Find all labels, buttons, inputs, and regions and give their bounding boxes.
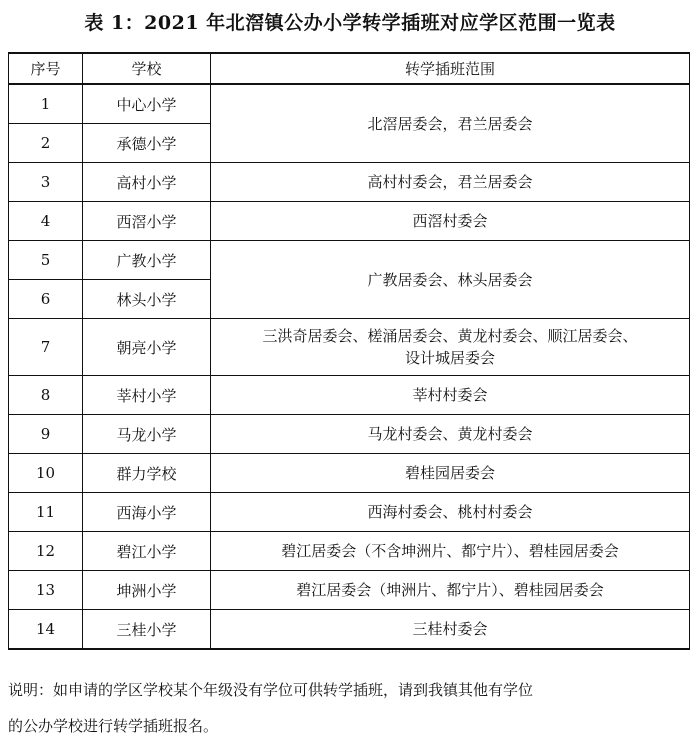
row-range: 三桂村委会 [211,610,690,650]
row-no: 9 [9,415,83,454]
table-row [9,532,690,571]
row-no: 4 [9,202,83,241]
row-range: 西海村委会、桃村村委会 [211,493,690,532]
header-school: 学校 [83,53,211,84]
table-row [9,241,690,280]
note-line-1: 说明：如申请的学区学校某个年级没有学位可供转学插班，请到我镇其他有学位 [8,681,534,699]
row-range: 碧江居委会（不含坤洲片、都宁片）、碧桂园居委会 [211,532,690,571]
table-row [9,319,690,376]
row-no: 10 [9,454,83,493]
row-no: 14 [9,610,83,650]
row-range: 碧桂园居委会 [211,454,690,493]
row-school: 三桂小学 [83,610,211,650]
row-school: 马龙小学 [83,415,211,454]
row-range: 西滘村委会 [211,202,690,241]
row-school: 西海小学 [83,493,211,532]
row-school: 广教小学 [83,241,211,280]
table-row [9,610,690,650]
header-range: 转学插班范围 [211,53,690,84]
row-no: 2 [9,124,83,163]
row-school: 高村小学 [83,163,211,202]
row-no: 5 [9,241,83,280]
row-range: 碧江居委会（坤洲片、都宁片）、碧桂园居委会 [211,571,690,610]
row-school: 碧江小学 [83,532,211,571]
table-row [9,202,690,241]
row-school: 朝亮小学 [83,319,211,376]
page-title: 表 1：2021 年北滘镇公办小学转学插班对应学区范围一览表 [84,12,616,34]
row-school: 承德小学 [83,124,211,163]
row-no: 7 [9,319,83,376]
row-range: 广教居委会、林头居委会 [211,241,690,319]
row-range-line: 设计城居委会 [404,349,495,367]
table-row [9,84,690,124]
table-row [9,376,690,415]
row-no: 12 [9,532,83,571]
row-range [211,319,690,376]
row-school: 莘村小学 [83,376,211,415]
note-line-2: 的公办学校进行转学插班报名。 [8,717,219,735]
row-no: 13 [9,571,83,610]
row-range: 莘村村委会 [211,376,690,415]
header-no: 序号 [9,53,83,84]
table-row [9,571,690,610]
row-school: 林头小学 [83,280,211,319]
row-no: 1 [9,84,83,124]
school-district-table [8,52,690,650]
row-no: 8 [9,376,83,415]
table-row [9,415,690,454]
row-school: 坤洲小学 [83,571,211,610]
row-no: 11 [9,493,83,532]
row-school: 中心小学 [83,84,211,124]
row-range: 北滘居委会，君兰居委会 [211,84,690,163]
table-row [9,454,690,493]
row-range-line: 三洪奇居委会、槎涌居委会、黄龙村委会、顺江居委会、 [262,327,638,345]
row-school: 西滘小学 [83,202,211,241]
row-no: 3 [9,163,83,202]
row-range: 马龙村委会、黄龙村委会 [211,415,690,454]
table-header-row [9,53,690,84]
table-row [9,493,690,532]
table-row [9,163,690,202]
row-school: 群力学校 [83,454,211,493]
row-no: 6 [9,280,83,319]
row-range: 高村村委会，君兰居委会 [211,163,690,202]
